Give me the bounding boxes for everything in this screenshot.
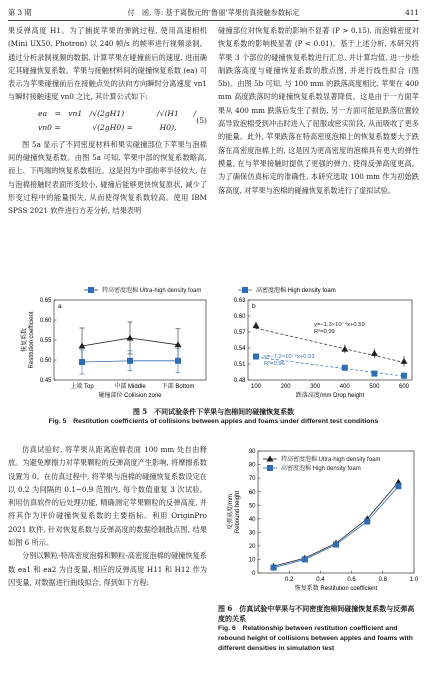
fig5a-y-tick-label: 0.55 [39, 338, 52, 345]
figure-5-caption-en: Fig. 5 Restitution coefficients of collisions between apples and foams under different test conditions [48, 418, 379, 425]
legend-marker [88, 287, 94, 293]
fig6-point [395, 483, 401, 489]
fig6-ylabel: Rebound height [235, 490, 241, 534]
fig6-y-tick-label: 90 [248, 449, 256, 456]
fig5b-y-tick-label: 0.63 [233, 298, 246, 305]
fig5b-y-tick-label: 0.48 [233, 378, 246, 385]
fig5a-y-tick-label: 0.60 [39, 318, 52, 325]
issue-number: 第 3 期 [8, 8, 32, 17]
fig5b-y-tick-label: 0.60 [233, 314, 246, 321]
fig5a-y-tick-label: 0.65 [39, 298, 52, 305]
fig6-y-tick-label: 20 [248, 543, 256, 550]
fig6-point [271, 565, 277, 571]
figure-5-caption [8, 407, 419, 427]
text-column-left [8, 24, 207, 218]
fig6-x-tick-label: 0.6 [347, 577, 356, 583]
equation-rhs: √(H1 / H0), [159, 109, 197, 132]
fig6-series-line [274, 486, 399, 567]
paragraph: 碰撞部位对恢复系数的影响不显著 (P > 0.15), 而泡棉密度对恢复系数的影响极显著 (P < 0.01)。基于上述分析, 本研究将苹果 3 个部位的碰撞恢复系数进行汇总, 并计算均值, 进一步绘制跌落高度与碰撞恢复系数的散点图, 并进行线性拟合 (图 5b)。由图 5b 可知, 与 100 mm 的跌落高度相比, 苹果在 400 mm 高度跌落时的碰撞恢复系数显著降低。这是由于一方面苹果从 400 mm 跌落后发生了损伤, 另一方面可能是跌落位置较高导致泡棉受到冲击时进入了屈服或密实阶段, 从而吸收了更多的能量。此外, 苹果跌落在特高密度泡棉上的恢复系数要大于跌落在高密度泡棉上的, 这是因为更高密度的泡棉具有更大的弹性模量, 在与苹果接触时提供了更强的弹力, 使得反弹高度更高。为了确保仿真标定的准确性, 本研究选取 100 mm 作为初始跌落高度, 对苹果与泡棉的碰撞恢复系数进行了虚拟试验。 [218, 26, 419, 195]
fig6-y-tick-label: 70 [248, 476, 256, 483]
page-number: 411 [405, 8, 419, 17]
figure-5-caption-cn: 图 5 不同试验条件下苹果与泡棉间的碰撞恢复系数 [132, 407, 295, 416]
legend-marker [242, 287, 248, 293]
equation-mid: √(2gH1) / √(2gH0) = [92, 109, 160, 132]
equation-5 [8, 104, 207, 138]
fig5b-r2: R²=0.99 [314, 329, 335, 335]
fig5a-point [79, 359, 85, 365]
fig6-y-tick-label: 30 [248, 530, 256, 537]
fig5a-x-tick-label: 上端 Top [70, 384, 94, 390]
fig5b-y-tick-label: 0.54 [233, 346, 246, 353]
fig5b-point [401, 373, 407, 379]
paragraph: 图 5a 显示了不同密度材料和果实碰撞部位下苹果与泡棉间的碰撞恢复系数。由图 5a 可知, 苹果中部的恢复系数略高, 而上、下两端的恢复系数相近。这是因为中部曲率半径较大, 在与泡棉接触时表面形变较小, 碰撞后能够更快恢复原状, 减少了形变过程中的能量损失, 从而使得恢复系数较高。使用 IBM SPSS 2021 软件进行方差分析, 结果表明 [8, 139, 207, 216]
fig5b-y-tick-label: 0.51 [233, 362, 246, 369]
fig6-x-tick-label: 0.2 [285, 577, 294, 583]
fig6-x-tick-label: 0.4 [316, 577, 325, 583]
fig5b-point [253, 322, 260, 328]
figure-6-caption [218, 604, 419, 654]
fig5b-equation: y=−1.3×10⁻⁴x+0.59 [314, 322, 365, 328]
legend-marker [267, 465, 273, 471]
fig5b-point [401, 358, 408, 364]
equation-number: (5) [196, 116, 207, 126]
figure-6 [218, 445, 419, 603]
fig5a-ylabel: Restitution coefficient [29, 311, 35, 369]
running-title: 付 函, 等: 基于离散元的‘鲁丽’苹果仿真接触参数标定 [127, 8, 300, 17]
fig6-y-tick-label: 10 [248, 557, 256, 564]
fig5b-y-tick-label: 0.57 [233, 330, 246, 337]
fig6-point [302, 556, 308, 562]
legend-label: 特高密度泡棉 Ultra-high density foam [281, 457, 381, 464]
figure-6-caption-cn: 图 6 仿真试验中苹果与不同密度泡棉间碰撞恢复系数与反弹高度的关系 [218, 604, 415, 623]
fig5b-r2: R²=0.96 [264, 361, 285, 367]
paragraph: 果反弹高度 H1。为了捕捉苹果的弹跳过程, 使用高速相机 (Mini UX50, Photron) 以 240 帧/s 的帧率进行视频录制。通过分析录制视频的数据, 计算苹果在碰撞前后的速度, 进而确定其碰撞恢复系数。苹果与接触材料间的碰撞恢复系数 (ea) 可表示为苹果碰撞前后在接触点处的法向方向瞬时分离速度 vn1 与瞬时接触速度 vn0 之比, 其计算公式如下: [8, 26, 207, 102]
fig6-x-tick-label: 1.0 [409, 577, 419, 583]
fig5b-point [342, 365, 348, 371]
fig6-point [364, 518, 370, 524]
fig6-ylabel: 反弹高度/mm [228, 494, 234, 530]
figure-6-caption-en: Fig. 6 Relationship between restitution coefficient and rebound height of collisions between apples and foams with different densities in simulation test [218, 625, 413, 652]
fig5b-x-tick-label: 400 [339, 384, 350, 390]
fig6-y-tick-label: 60 [248, 489, 256, 496]
fig5b-xlabel: 跌落高度/mm Drop height [295, 393, 365, 399]
fig5a-point [175, 358, 181, 364]
legend-label: 高密度泡棉 High density foam [256, 288, 336, 295]
fig5b-point [371, 350, 378, 356]
fig5a-y-tick-label: 0.50 [39, 358, 52, 365]
legend-label: 高密度泡棉 High density foam [281, 466, 361, 473]
fig5b-x-tick-label: 500 [369, 384, 380, 390]
fig6-y-tick-label: 40 [248, 516, 256, 523]
fig5a-x-tick-label: 下部 Bottom [161, 384, 195, 390]
text-column-bottom-left [8, 443, 207, 589]
panel-label: a [58, 303, 62, 310]
fig6-point [333, 542, 339, 548]
fig6-y-tick-label: 50 [248, 503, 256, 510]
fig5b-point [371, 371, 377, 377]
fig5a-point [127, 335, 134, 341]
fig5a-ylabel: 恢复系数 [22, 327, 28, 353]
fig5a-xlabel: 碰撞部位 Collision zone [98, 393, 162, 399]
panel-label: b [252, 303, 256, 310]
fig6-series-line [274, 482, 399, 566]
legend-marker [267, 456, 274, 462]
plot-frame [248, 300, 412, 380]
fig5b-point [253, 354, 259, 360]
fig5b-x-tick-label: 200 [280, 384, 291, 390]
fig5a-x-tick-label: 中部 Middle [114, 384, 146, 390]
fig5b-x-tick-label: 600 [398, 384, 410, 390]
paragraph: 仿真试验时, 将苹果从距离泡棉表面 100 mm 处自由释放。为避免摩擦力对苹果颗粒的反弹高度产生影响, 将摩擦系数设置为 0。在仿真过程中, 将苹果与泡棉的碰撞恢复系数设定在以 0.2 为间隔的 0.1~0.9 范围内, 每个数值重复 3 次试验。利用仿真软件的后处理功能, 精确测定苹果颗粒的反弹高度, 并将其作为评价碰撞恢复系数的主要指标。利用 OriginPro 2021 软件, 针对恢复系数与反弹高度的数据绘制散点图, 结果如图 6 所示。 [8, 445, 207, 548]
paragraph: 分别以颗粒-特高密度泡棉和颗粒-高密度泡棉的碰撞恢复系数 ea1 和 ea2 为自变量, 相应的反弹高度 H11 和 H12 作为因变量, 对数据进行曲线拟合, 得到如下方程: [8, 551, 207, 587]
figure-5 [8, 284, 419, 404]
fig5a-y-tick-label: 0.45 [39, 378, 52, 385]
fig6-x-tick-label: 0.8 [378, 577, 387, 583]
fig5b-point [341, 346, 348, 352]
fig6-y-tick-label: 0 [252, 571, 256, 578]
fig6-xlabel: 恢复系数 Restitution coefficient [294, 586, 378, 592]
fig5a-point [127, 358, 133, 364]
fig5b-x-tick-label: 100 [250, 384, 262, 390]
fig5b-x-tick-label: 300 [310, 384, 321, 390]
fig5b-equation: y=−7.2×10⁻⁵x+0.53 [264, 354, 315, 360]
fig6-y-tick-label: 80 [248, 462, 256, 469]
page-header [8, 6, 419, 21]
text-column-right [218, 24, 419, 197]
equation-lhs: ea = vn1 / vn0 = [38, 109, 93, 132]
legend-label: 特高密度泡棉 Ultra-high density foam [102, 288, 202, 295]
